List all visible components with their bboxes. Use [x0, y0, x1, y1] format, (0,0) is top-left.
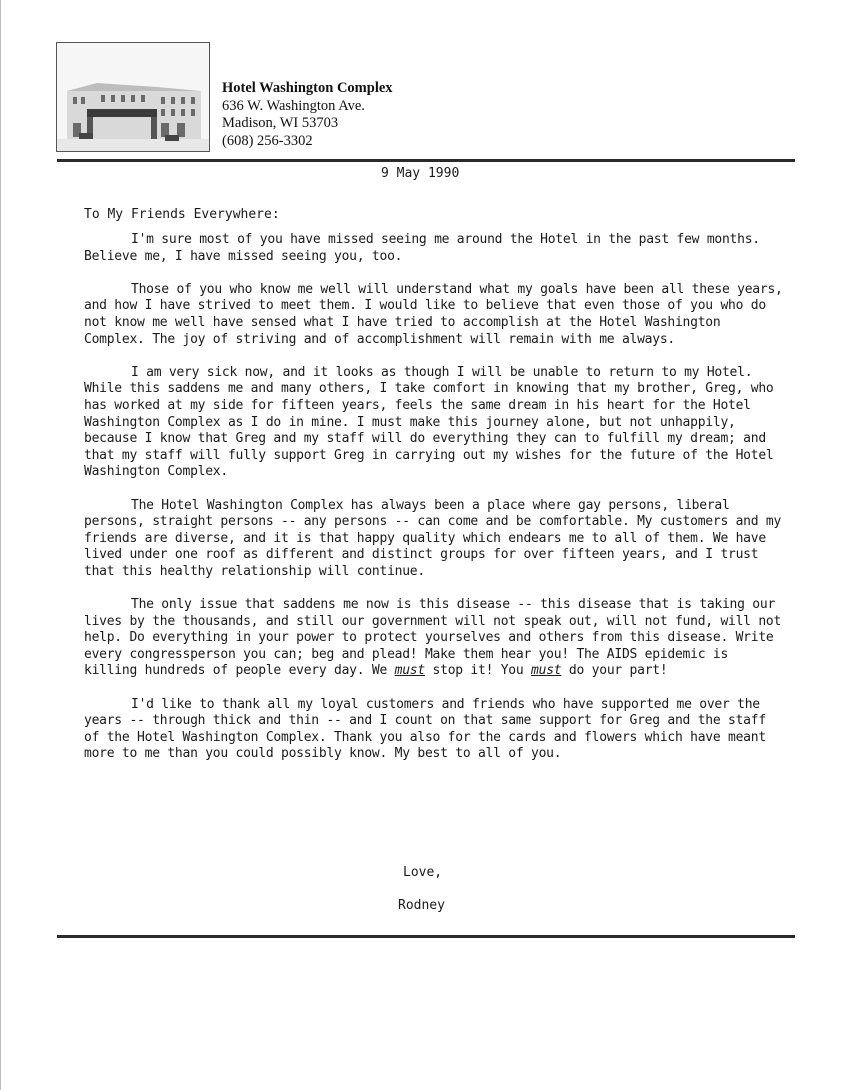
address-line-1: 636 W. Washington Ave. [222, 97, 365, 114]
hotel-building-image [56, 42, 210, 152]
emphasis-must-1: must [394, 663, 425, 679]
letterhead-address-block [222, 80, 393, 150]
letter-body [84, 232, 784, 780]
paragraph-2: Those of you who know me well will understand what my goals have been all these years, and how I have strived to meet them. I would like to believe that even those of you who do not know me well have sensed what I have tried to accomplish at the Hotel Washington Complex. The joy of striving and of accomplishment will remain with me always. [84, 281, 783, 347]
paragraph-5-text-c: do your part! [561, 663, 668, 679]
paragraph-6: I'd like to thank all my loyal customers and friends who have supported me over the years -- through thick and thin -- and I count on that same support for Greg and the staff of the Hotel Washington Complex. Thank you also for the cards and flowers which have meant more to me than you could possibly know. My best to all of you. [84, 696, 766, 762]
page-edge [0, 0, 1, 1090]
salutation: To My Friends Everywhere: [84, 207, 280, 222]
signature: Rodney [398, 898, 445, 913]
hotel-building-illustration [57, 43, 209, 151]
letter-date: 9 May 1990 [381, 166, 460, 181]
emphasis-must-2: must [531, 663, 562, 679]
paragraph-5-text-a: The only issue that saddens me now is this disease -- this disease that is taking our lives by the thousands, and still our government will not speak out, will not fund, will not help. Do everything in your power to protect yourselves and others from this disease. Write every congressperson you can; beg and plead! Make them hear you! The AIDS epidemic is killing hundreds of people every day. We [84, 597, 782, 679]
paragraph-5-text-b: stop it! You [424, 663, 532, 679]
phone-number: (608) 256-3302 [222, 132, 313, 149]
paragraph-5 [84, 597, 784, 680]
paragraph-4: The Hotel Washington Complex has always been a place where gay persons, liberal persons, straight persons -- any persons -- can come and be comfortable. My customers and my friends are diverse, and it is that happy quality which endears me to all of them. We have lived under one roof as different and distinct groups for over fifteen years, and I trust that this healthy relationship will continue. [84, 497, 782, 579]
address-line-2: Madison, WI 53703 [222, 115, 339, 131]
hotel-name: Hotel Washington Complex [222, 80, 393, 96]
paragraph-3: I am very sick now, and it looks as though I will be unable to return to my Hotel. While this saddens me and many others, I take comfort in knowing that my brother, Greg, who has worked at my side for fifteen years, feels the same dream in his heart for the Hotel Washington Complex as I do in mine. I must make this journey alone, but not unhappily, because I know that Greg and my staff will do everything they can to fulfill my dream; and that my staff will fully support Greg in carrying out my wishes for the future of the Hotel Washington Complex. [84, 364, 774, 480]
closing: Love, [403, 865, 443, 880]
header-divider [57, 159, 795, 162]
paragraph-1: I'm sure most of you have missed seeing me around the Hotel in the past few months. Believe me, I have missed seeing you, too. [84, 232, 760, 264]
footer-divider [57, 935, 795, 938]
